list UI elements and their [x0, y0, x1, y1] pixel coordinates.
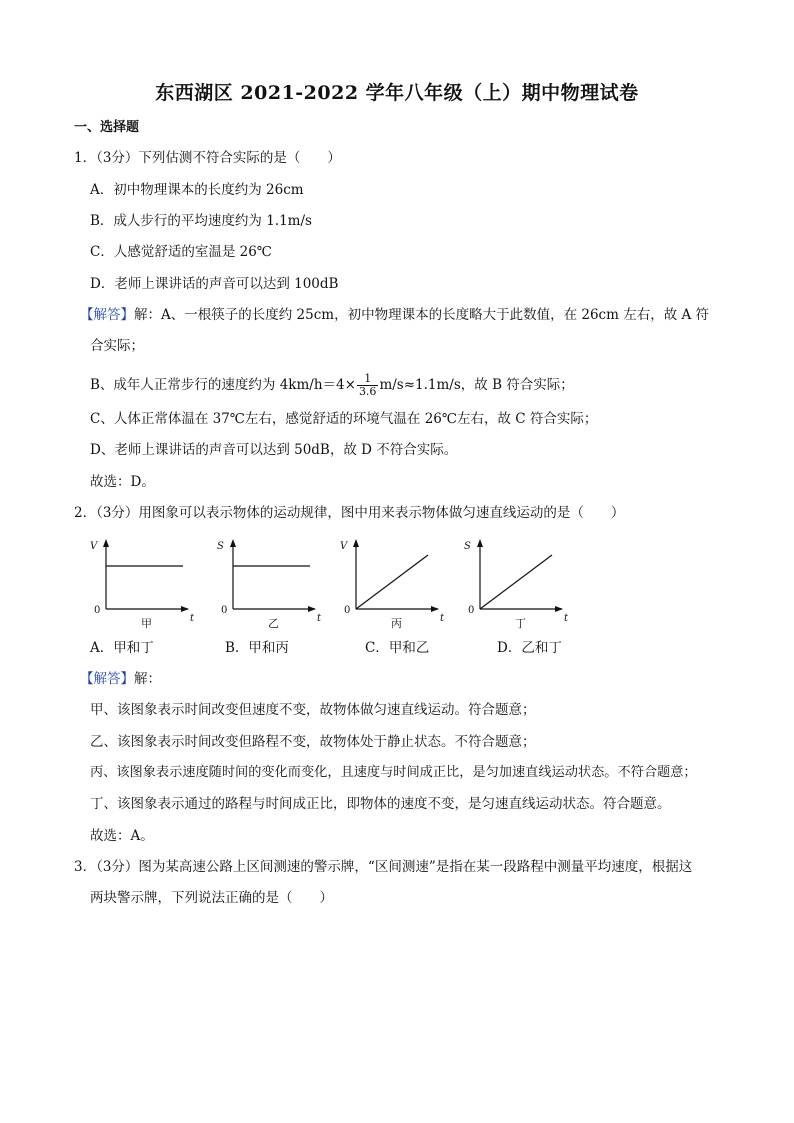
q2-answer-tag: 【解答】: [80, 671, 134, 687]
q3-stem-line-1: 3．（3分）图为某高速公路上区间测速的警示牌，“区间测速”是指在某一段路程中测量平均速度，根据这: [74, 859, 693, 875]
q1-answer-text-1: 解：A、一根筷子的长度约 25cm，初中物理课本的长度略大于此数值，在 26cm 左右，故 A 符: [134, 307, 710, 323]
q2-graph-4: [462, 535, 572, 630]
q1-fraction-num: 1: [357, 373, 379, 386]
q1-fraction: [357, 373, 379, 398]
q2-stem: 2．（3分）用图象可以表示物体的运动规律，图中用来表示物体做匀速直线运动的是（ ）: [74, 505, 625, 521]
page-title: 东西湖区 2021-2022 学年八年级（上）期中物理试卷: [155, 82, 639, 104]
x-axis-arrow: [308, 606, 316, 612]
q2-answer-head-text: 解：: [134, 671, 161, 687]
origin-label: 0: [468, 605, 475, 616]
y-axis-arrow: [103, 539, 109, 547]
q2-option-a: A．甲和丁: [90, 640, 154, 656]
q1-line-b-post: m/s≈1.1m/s，故 B 符合实际；: [379, 377, 574, 393]
q1-fraction-den: 3.6: [358, 385, 377, 398]
q1-answer-line-2: 合实际；: [90, 338, 144, 354]
graph-name: 乙: [268, 617, 279, 630]
graph-name: 丁: [515, 617, 526, 630]
q1-answer-line-b: [90, 370, 574, 400]
q1-answer-line-d: D、老师上课讲话的声音可以达到 50dB，故 D 不符合实际。: [90, 442, 458, 458]
q1-answer-line-c: C、人体正常体温在 37℃左右，感觉舒适的环境气温在 26℃左右，故 C 符合实际；: [90, 411, 598, 427]
q1-stem: 1．（3分）下列估测不符合实际的是（ ）: [74, 150, 341, 166]
q2-option-d: D．乙和丁: [497, 640, 562, 656]
q1-option-b: B．成人步行的平均速度约为 1.1m/s: [90, 213, 312, 229]
q1-conclusion: 故选：D。: [90, 474, 155, 490]
q2-option-c: C．甲和乙: [365, 640, 430, 656]
y-axis-arrow: [477, 539, 483, 547]
x-axis-arrow: [431, 606, 439, 612]
q1-answer-line-1: [80, 305, 709, 325]
y-axis-arrow: [353, 539, 359, 547]
x-axis-arrow: [555, 606, 563, 612]
y-axis-arrow: [230, 539, 236, 547]
y-axis-label: V: [340, 541, 348, 552]
q2-answer-line-2: 乙、该图象表示时间改变但路程不变，故物体处于静止状态。不符合题意；: [90, 734, 536, 750]
q2-graph-svg-1: [88, 535, 198, 630]
q1-line-b-pre: B、成年人正常步行的速度约为 4km/h＝4×: [90, 377, 356, 393]
q2-answer-line-1: 甲、该图象表示时间改变但速度不变，故物体做匀速直线运动。符合题意；: [90, 702, 536, 718]
origin-label: 0: [94, 605, 101, 616]
q2-graph-svg-2: [215, 535, 325, 630]
x-axis-label: t: [317, 613, 322, 624]
q1-option-a: A．初中物理课本的长度约为 26cm: [90, 182, 304, 198]
origin-label: 0: [221, 605, 228, 616]
q2-graph-2: [215, 535, 325, 630]
q2-answer-line-3: 丙、该图象表示速度随时间的变化而变化，且速度与时间成正比，是匀加速直线运动状态。不符合题意；: [90, 765, 697, 780]
q2-graph-1: [88, 535, 198, 630]
q2-graph-svg-3: [338, 535, 448, 630]
x-axis-arrow: [181, 606, 189, 612]
x-axis-label: t: [440, 613, 445, 624]
y-axis-label: V: [90, 541, 98, 552]
q1-answer-tag: 【解答】: [80, 307, 134, 323]
q1-option-c: C．人感觉舒适的室温是 26℃: [90, 244, 272, 260]
graph-name: 甲: [141, 617, 152, 630]
q3-stem-line-2: 两块警示牌，下列说法正确的是（ ）: [90, 890, 333, 906]
q2-answer-line-4: 丁、该图象表示通过的路程与时间成正比，即物体的速度不变，是匀速直线运动状态。符合题意。: [90, 796, 671, 812]
y-axis-label: S: [464, 541, 471, 552]
section-heading: 一、选择题: [74, 120, 140, 135]
q1-option-d: D．老师上课讲话的声音可以达到 100dB: [90, 276, 339, 292]
q2-graph-3: [338, 535, 448, 630]
x-axis-label: t: [564, 613, 569, 624]
q2-option-b: B．甲和丙: [225, 640, 289, 656]
q2-graph-svg-4: [462, 535, 572, 630]
graph-line: [480, 555, 552, 609]
origin-label: 0: [344, 605, 351, 616]
q2-answer-head: [80, 669, 161, 689]
x-axis-label: t: [190, 613, 195, 624]
y-axis-label: S: [217, 541, 224, 552]
graph-name: 丙: [391, 617, 402, 630]
graph-line: [356, 555, 428, 609]
q2-conclusion: 故选：A。: [90, 828, 154, 844]
